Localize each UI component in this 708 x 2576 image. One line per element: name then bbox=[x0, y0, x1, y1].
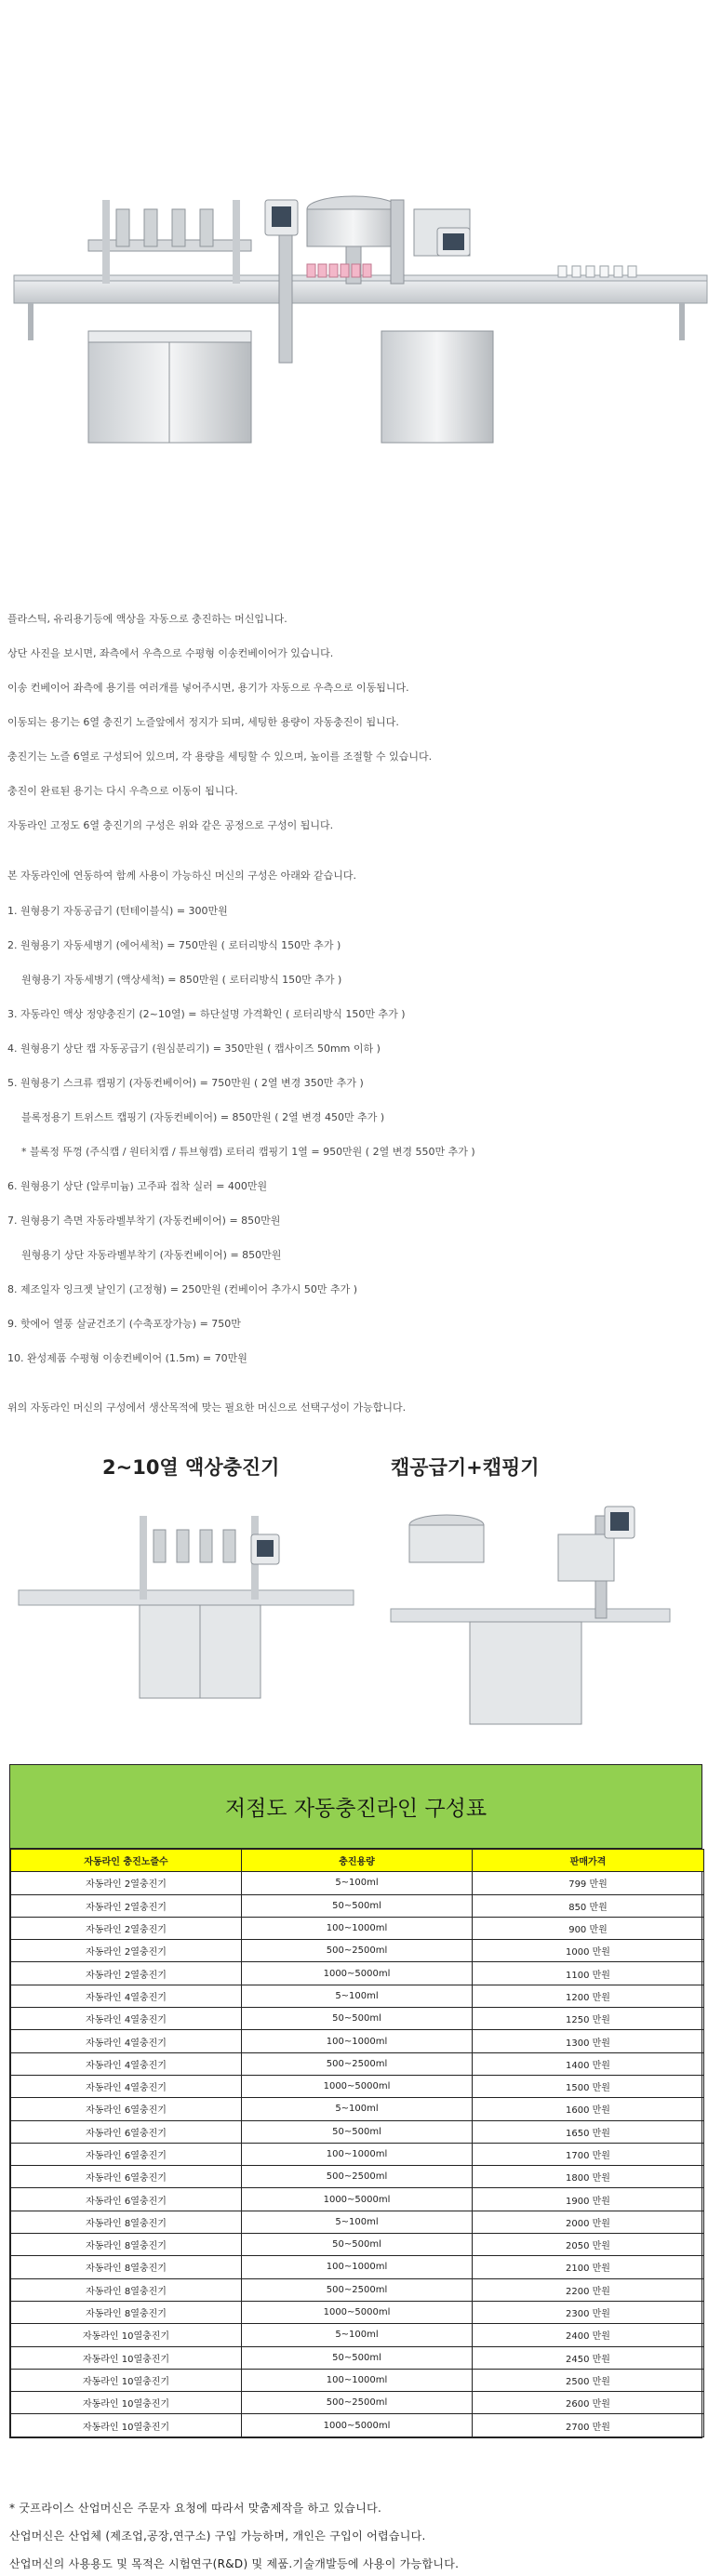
machine-photo-bottom bbox=[0, 1497, 708, 1758]
table-row bbox=[11, 2143, 704, 2165]
cell-nozzles: 자동라인 4열충진기 bbox=[11, 2052, 242, 2075]
description-line: 충진기는 노즐 6열로 구성되어 있으며, 각 용량을 세팅할 수 있으며, 높이를 조절할 수 있습니다. bbox=[7, 750, 433, 763]
caption-left: 2~10열 액상충진기 bbox=[102, 1456, 280, 1479]
cell-volume: 100~1000ml bbox=[242, 2143, 473, 2165]
cell-nozzles: 자동라인 10열충진기 bbox=[11, 2346, 242, 2369]
cell-price: 2050 만원 bbox=[473, 2234, 704, 2256]
description-line: 5. 원형용기 스크류 캡핑기 (자동컨베이어) = 750만원 ( 2열 변경 350만 추가 ) bbox=[7, 1077, 364, 1089]
cell-volume: 50~500ml bbox=[242, 2346, 473, 2369]
cell-price: 1200 만원 bbox=[473, 1985, 704, 2007]
description-line: 블록정용기 트위스트 캡핑기 (자동컨베이어) = 850만원 ( 2열 변경 450만 추가 ) bbox=[21, 1111, 385, 1123]
cell-volume: 5~100ml bbox=[242, 2211, 473, 2233]
cell-nozzles: 자동라인 6열충진기 bbox=[11, 2166, 242, 2188]
table-row bbox=[11, 1940, 704, 1962]
price-table-body bbox=[11, 1872, 704, 2437]
cell-price: 1600 만원 bbox=[473, 2098, 704, 2120]
cell-nozzles: 자동라인 4열충진기 bbox=[11, 2030, 242, 2052]
cell-price: 2200 만원 bbox=[473, 2278, 704, 2301]
table-row bbox=[11, 2301, 704, 2323]
cell-volume: 50~500ml bbox=[242, 2008, 473, 2030]
table-row bbox=[11, 2346, 704, 2369]
cell-volume: 500~2500ml bbox=[242, 2278, 473, 2301]
cell-nozzles: 자동라인 10열충진기 bbox=[11, 2324, 242, 2346]
cell-volume: 500~2500ml bbox=[242, 2052, 473, 2075]
description-line: 6. 원형용기 상단 (알루미늄) 고주파 접착 실러 = 400만원 bbox=[7, 1180, 268, 1192]
cell-nozzles: 자동라인 8열충진기 bbox=[11, 2301, 242, 2323]
table-row bbox=[11, 2234, 704, 2256]
description-line: 플라스틱, 유리용기등에 액상을 자동으로 충진하는 머신입니다. bbox=[7, 613, 287, 625]
table-row bbox=[11, 2324, 704, 2346]
description-line: 상단 사진을 보시면, 좌측에서 우측으로 수평형 이송컨베이어가 있습니다. bbox=[7, 647, 334, 659]
description-line: 3. 자동라인 액상 정양충진기 (2~10열) = 하단설명 가격확인 ( 로터리방식 150만 추가 ) bbox=[7, 1008, 406, 1020]
cell-price: 1100 만원 bbox=[473, 1962, 704, 1985]
table-row bbox=[11, 1917, 704, 1939]
cell-nozzles: 자동라인 4열충진기 bbox=[11, 1985, 242, 2007]
cell-price: 2450 만원 bbox=[473, 2346, 704, 2369]
cell-nozzles: 자동라인 8열충진기 bbox=[11, 2278, 242, 2301]
description-line: 본 자동라인에 연동하여 함께 사용이 가능하신 머신의 구성은 아래와 같습니다. bbox=[7, 870, 356, 882]
description-line: 2. 원형용기 자동세병기 (에어세척) = 750만원 ( 로터리방식 150만 추가 ) bbox=[7, 939, 341, 951]
cell-nozzles: 자동라인 8열충진기 bbox=[11, 2234, 242, 2256]
table-row bbox=[11, 1894, 704, 1917]
description-line: 7. 원형용기 측면 자동라벨부착기 (자동컨베이어) = 850만원 bbox=[7, 1215, 281, 1227]
cell-price: 900 만원 bbox=[473, 1917, 704, 1939]
cell-nozzles: 자동라인 6열충진기 bbox=[11, 2143, 242, 2165]
cell-volume: 100~1000ml bbox=[242, 1917, 473, 1939]
price-table-title: 저점도 자동충진라인 구성표 bbox=[10, 1765, 701, 1849]
cell-price: 1250 만원 bbox=[473, 2008, 704, 2030]
cell-volume: 5~100ml bbox=[242, 1872, 473, 1894]
table-row bbox=[11, 2188, 704, 2211]
table-row bbox=[11, 2369, 704, 2391]
table-row bbox=[11, 2211, 704, 2233]
cell-nozzles: 자동라인 2열충진기 bbox=[11, 1917, 242, 1939]
cell-price: 2100 만원 bbox=[473, 2256, 704, 2278]
table-row bbox=[11, 2120, 704, 2143]
cell-nozzles: 자동라인 2열충진기 bbox=[11, 1940, 242, 1962]
footnote-line: * 굿프라이스 산업머신은 주문자 요청에 따라서 맞춤제작을 하고 있습니다. bbox=[9, 2502, 382, 2515]
cell-nozzles: 자동라인 8열충진기 bbox=[11, 2256, 242, 2278]
cell-price: 2600 만원 bbox=[473, 2392, 704, 2414]
description-line: 8. 제조일자 잉크젯 날인기 (고정형) = 250만원 (컨베이어 추가시 50만 추가 ) bbox=[7, 1283, 357, 1295]
cell-price: 2500 만원 bbox=[473, 2369, 704, 2391]
cell-price: 2400 만원 bbox=[473, 2324, 704, 2346]
cell-nozzles: 자동라인 4열충진기 bbox=[11, 2008, 242, 2030]
cell-volume: 50~500ml bbox=[242, 2234, 473, 2256]
description-line: 4. 원형용기 상단 캡 자동공급기 (원심분리기) = 350만원 ( 캡사이즈 50mm 이하 ) bbox=[7, 1042, 381, 1055]
cell-volume: 5~100ml bbox=[242, 1985, 473, 2007]
cell-price: 799 만원 bbox=[473, 1872, 704, 1894]
column-header-price: 판매가격 bbox=[473, 1850, 704, 1872]
cell-nozzles: 자동라인 2열충진기 bbox=[11, 1872, 242, 1894]
table-row bbox=[11, 2098, 704, 2120]
cell-nozzles: 자동라인 6열충진기 bbox=[11, 2098, 242, 2120]
price-table bbox=[10, 1849, 704, 2437]
cell-price: 1650 만원 bbox=[473, 2120, 704, 2143]
description-line: 원형용기 자동세병기 (액상세척) = 850만원 ( 로터리방식 150만 추가 ) bbox=[21, 974, 342, 986]
cell-volume: 50~500ml bbox=[242, 2120, 473, 2143]
cell-nozzles: 자동라인 10열충진기 bbox=[11, 2414, 242, 2437]
cell-price: 1800 만원 bbox=[473, 2166, 704, 2188]
cell-nozzles: 자동라인 8열충진기 bbox=[11, 2211, 242, 2233]
price-table-wrapper bbox=[9, 1764, 702, 2438]
cell-price: 2000 만원 bbox=[473, 2211, 704, 2233]
description-line: 1. 원형용기 자동공급기 (턴테이블식) = 300만원 bbox=[7, 905, 228, 917]
cell-volume: 5~100ml bbox=[242, 2324, 473, 2346]
cell-volume: 100~1000ml bbox=[242, 2256, 473, 2278]
description-line: 9. 핫에어 열풍 살균건조기 (수축포장가능) = 750만 bbox=[7, 1318, 241, 1330]
description-line: 이동되는 용기는 6열 충진기 노즐앞에서 정지가 되며, 세팅한 용량이 자동충진이 됩니다. bbox=[7, 716, 399, 728]
description-line: 충진이 완료된 용기는 다시 우측으로 이동이 됩니다. bbox=[7, 785, 238, 797]
cell-volume: 1000~5000ml bbox=[242, 2188, 473, 2211]
filling-capping-illustration bbox=[0, 1497, 708, 1758]
description-line: * 블록정 뚜껑 (주식캡 / 원터치캡 / 튜브형캡) 로터리 캡핑기 1열 = 950만원 ( 2열 변경 550만 추가 ) bbox=[21, 1146, 475, 1158]
cell-nozzles: 자동라인 6열충진기 bbox=[11, 2120, 242, 2143]
description-line: 위의 자동라인 머신의 구성에서 생산목적에 맞는 필요한 머신으로 선택구성이 가능합니다. bbox=[7, 1401, 407, 1414]
cell-price: 1500 만원 bbox=[473, 2075, 704, 2097]
cell-volume: 5~100ml bbox=[242, 2098, 473, 2120]
table-row bbox=[11, 2052, 704, 2075]
cell-price: 1000 만원 bbox=[473, 1940, 704, 1962]
price-table-header-row bbox=[11, 1850, 704, 1872]
cell-price: 850 만원 bbox=[473, 1894, 704, 1917]
cell-price: 2700 만원 bbox=[473, 2414, 704, 2437]
table-row bbox=[11, 2414, 704, 2437]
cell-volume: 1000~5000ml bbox=[242, 2075, 473, 2097]
caption-right: 캡공급기+캡핑기 bbox=[391, 1456, 540, 1479]
cell-nozzles: 자동라인 2열충진기 bbox=[11, 1894, 242, 1917]
machine-photo-top bbox=[0, 0, 708, 465]
table-row bbox=[11, 1962, 704, 1985]
cell-volume: 500~2500ml bbox=[242, 2166, 473, 2188]
cell-price: 1700 만원 bbox=[473, 2143, 704, 2165]
cell-volume: 1000~5000ml bbox=[242, 1962, 473, 1985]
description-line: 원형용기 상단 자동라벨부착기 (자동컨베이어) = 850만원 bbox=[21, 1249, 282, 1261]
cell-nozzles: 자동라인 10열충진기 bbox=[11, 2392, 242, 2414]
cell-price: 1900 만원 bbox=[473, 2188, 704, 2211]
column-header-nozzles: 자동라인 충진노즐수 bbox=[11, 1850, 242, 1872]
cell-volume: 100~1000ml bbox=[242, 2030, 473, 2052]
cell-volume: 100~1000ml bbox=[242, 2369, 473, 2391]
cell-price: 2300 만원 bbox=[473, 2301, 704, 2323]
table-row bbox=[11, 2030, 704, 2052]
cell-volume: 1000~5000ml bbox=[242, 2414, 473, 2437]
cell-nozzles: 자동라인 6열충진기 bbox=[11, 2188, 242, 2211]
cell-volume: 500~2500ml bbox=[242, 2392, 473, 2414]
table-row bbox=[11, 1985, 704, 2007]
table-row bbox=[11, 2256, 704, 2278]
footnote-line: 산업머신의 사용용도 및 목적은 시험연구(R&D) 및 제품.기술개발등에 사용이 가능합니다. bbox=[9, 2557, 460, 2570]
filling-line-illustration bbox=[0, 0, 708, 465]
cell-nozzles: 자동라인 10열충진기 bbox=[11, 2369, 242, 2391]
footnote-line: 산업머신은 산업체 (제조업,공장,연구소) 구입 가능하며, 개인은 구입이 어렵습니다. bbox=[9, 2530, 426, 2543]
cell-volume: 50~500ml bbox=[242, 1894, 473, 1917]
cell-volume: 1000~5000ml bbox=[242, 2301, 473, 2323]
cell-nozzles: 자동라인 2열충진기 bbox=[11, 1962, 242, 1985]
column-header-volume: 충진용량 bbox=[242, 1850, 473, 1872]
cell-volume: 500~2500ml bbox=[242, 1940, 473, 1962]
cell-nozzles: 자동라인 4열충진기 bbox=[11, 2075, 242, 2097]
table-row bbox=[11, 2075, 704, 2097]
table-row bbox=[11, 2166, 704, 2188]
table-row bbox=[11, 2278, 704, 2301]
description-line: 자동라인 고정도 6열 충진기의 구성은 위와 같은 공정으로 구성이 됩니다. bbox=[7, 819, 334, 831]
cell-price: 1300 만원 bbox=[473, 2030, 704, 2052]
description-line: 10. 완성제품 수평형 이송컨베이어 (1.5m) = 70만원 bbox=[7, 1352, 247, 1364]
table-row bbox=[11, 2392, 704, 2414]
description-line: 이송 컨베이어 좌측에 용기를 여러개를 넣어주시면, 용기가 자동으로 우측으로 이동됩니다. bbox=[7, 682, 409, 694]
cell-price: 1400 만원 bbox=[473, 2052, 704, 2075]
table-row bbox=[11, 2008, 704, 2030]
table-row bbox=[11, 1872, 704, 1894]
